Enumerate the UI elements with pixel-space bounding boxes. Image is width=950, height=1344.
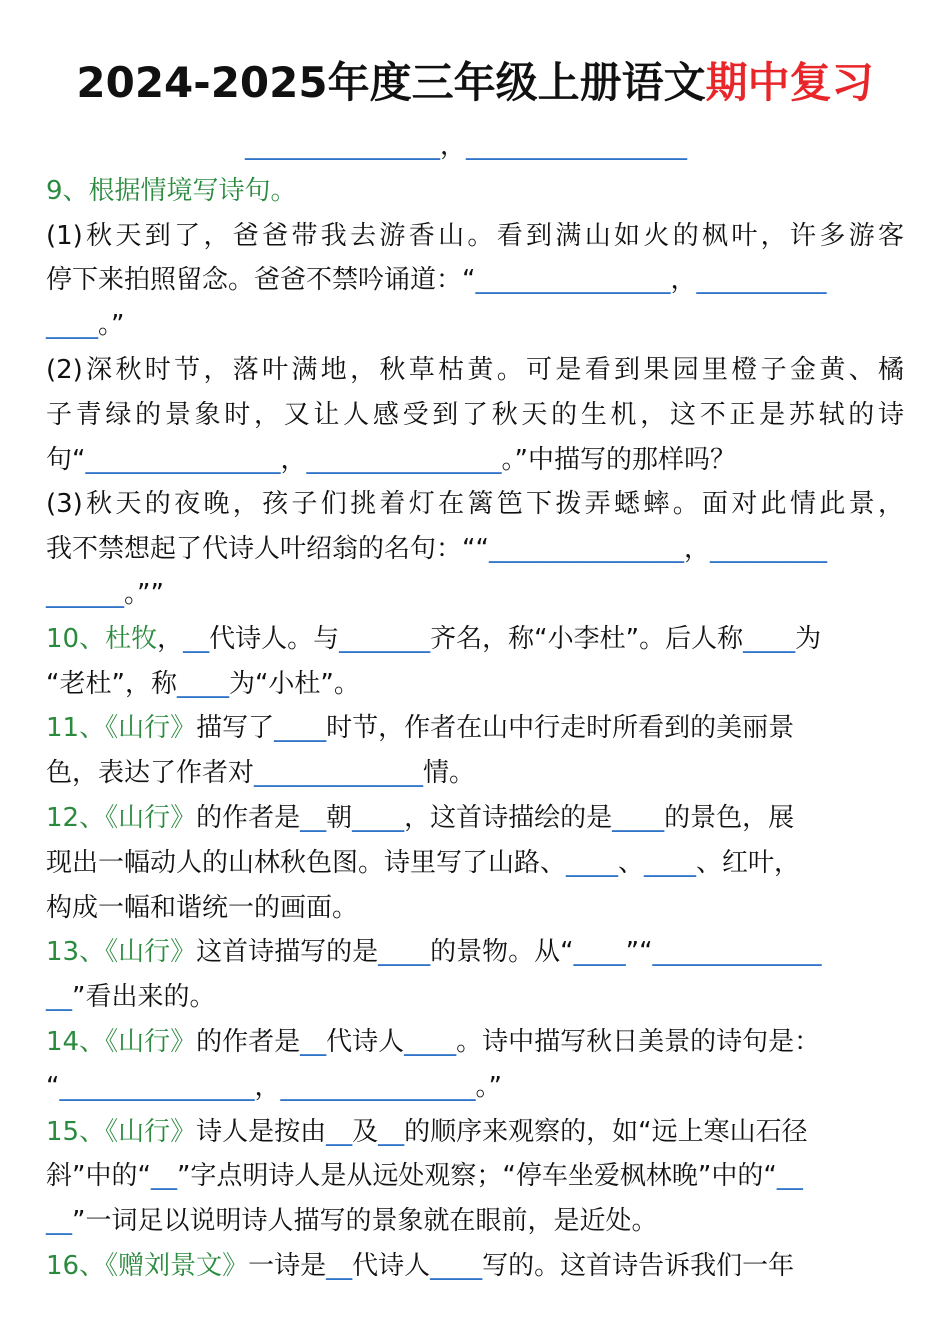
question-text: ”看出来的。 (72, 982, 216, 1013)
answer-blank[interactable]: __ (300, 802, 327, 833)
answer-blank[interactable]: ____ (378, 937, 431, 968)
question-label: 11、《山行》 (46, 713, 197, 744)
question-text: 的作者是 (196, 802, 301, 833)
text-line (46, 348, 904, 393)
question-text: 斜”中的“ (46, 1161, 151, 1192)
text-line (46, 1020, 904, 1065)
title-highlight: 期中复习 (705, 58, 874, 107)
question-text: 子青绿的景象时，又让人感受到了秋天的生机，这不正是苏轼的诗 (46, 399, 904, 430)
answer-blank[interactable]: ____ (743, 623, 796, 654)
question-text: 情。 (423, 758, 476, 789)
question-text: 代诗人 (352, 1250, 431, 1281)
question-text: 诗人是按由 (196, 1116, 327, 1147)
answer-blank[interactable]: _______________ (306, 444, 502, 475)
answer-blank[interactable]: ____ (573, 937, 626, 968)
text-line (46, 662, 904, 707)
text-line (46, 258, 904, 303)
question-text: ， (683, 534, 710, 565)
answer-blank[interactable]: __________ (696, 265, 827, 296)
answer-blank[interactable]: _______________ (59, 1071, 255, 1102)
question-text: 时节，作者在山中行走时所看到的美丽景 (326, 713, 795, 744)
text-line (46, 124, 904, 169)
question-label: 15、《山行》 (46, 1116, 197, 1147)
question-text: 的作者是 (196, 1026, 301, 1057)
question-text: (1)秋天到了，爸爸带我去游香山。看到满山如火的枫叶，许多游客 (46, 220, 904, 251)
title-main: 2024-2025年度三年级上册语文 (76, 58, 706, 107)
question-text: (3)秋天的夜晚，孩子们挑着灯在篱笆下拨弄蟋蟀。面对此情此景， (46, 489, 904, 520)
answer-blank[interactable]: __ (183, 623, 210, 654)
text-line (46, 393, 904, 438)
question-text: 朝 (326, 802, 353, 833)
answer-blank[interactable]: ____ (274, 713, 327, 744)
question-text: 的顺序来观察的，如“远上寒山石径 (404, 1116, 808, 1147)
text-line (46, 706, 904, 751)
question-label: 10、杜牧 (46, 623, 158, 654)
question-text: 的景物。从“ (430, 937, 574, 968)
question-text: 描写了 (196, 713, 275, 744)
question-text: 为 (795, 623, 822, 654)
text-line (46, 796, 904, 841)
answer-blank[interactable]: _______________ (475, 265, 671, 296)
answer-blank[interactable]: ____ (404, 1026, 457, 1057)
question-text: ”字点明诗人是从远处观察；“停车坐爱枫林晚”中的“ (176, 1161, 777, 1192)
question-text: ， (670, 265, 697, 296)
answer-blank[interactable]: _________ (709, 534, 827, 565)
answer-blank[interactable]: ____ (566, 847, 619, 878)
text-line (46, 1154, 904, 1199)
answer-blank[interactable]: __ (150, 1161, 177, 1192)
answer-blank[interactable]: __ (776, 1161, 803, 1192)
question-text: 停下来拍照留念。爸爸不禁吟诵道：“ (46, 265, 476, 296)
question-text: ，这首诗描绘的是 (404, 802, 613, 833)
question-text: 。”” (124, 578, 164, 609)
text-line (46, 214, 904, 259)
answer-blank[interactable]: _______________ (488, 534, 684, 565)
question-text: 代诗人 (326, 1026, 405, 1057)
question-text: ， (280, 444, 307, 475)
question-text: 的景色，展 (664, 802, 795, 833)
question-text: 齐名，称“小李杜”。后人称 (430, 623, 744, 654)
question-text: (2)深秋时节，落叶满地，秋草枯黄。可是看到果园里橙子金黄、橘 (46, 354, 904, 385)
question-text: 为“小杜”。 (228, 668, 360, 699)
text-line (46, 751, 904, 796)
text-line (46, 527, 904, 572)
answer-blank[interactable]: ____ (176, 668, 229, 699)
answer-blank[interactable]: _______________ (280, 1071, 476, 1102)
text-line (46, 1244, 904, 1289)
question-text: 、 (618, 847, 645, 878)
answer-blank[interactable]: __ (46, 1206, 72, 1237)
question-text: ， (254, 1071, 281, 1102)
question-label: 16、《赠刘景文》 (46, 1250, 249, 1281)
answer-blank[interactable]: _______________ (245, 131, 440, 161)
question-text: ， (157, 623, 184, 654)
question-label: 13、《山行》 (46, 937, 197, 968)
question-text: 。” (98, 310, 125, 341)
question-text: ， (440, 131, 467, 161)
question-text: 。” (475, 1071, 502, 1102)
answer-blank[interactable]: __ (326, 1116, 353, 1147)
text-line (46, 886, 904, 931)
text-line (46, 572, 904, 617)
text-line (46, 841, 904, 886)
answer-blank[interactable]: ____ (46, 310, 98, 341)
question-label: 14、《山行》 (46, 1026, 197, 1057)
text-line (46, 1110, 904, 1155)
answer-blank[interactable]: __ (326, 1250, 353, 1281)
text-line (46, 617, 904, 662)
answer-blank[interactable]: __ (46, 982, 72, 1013)
question-text: 一诗是 (248, 1250, 327, 1281)
answer-blank[interactable]: __ (300, 1026, 327, 1057)
page-title (0, 50, 950, 110)
answer-blank[interactable]: _______ (339, 623, 431, 654)
answer-blank[interactable]: __ (378, 1116, 405, 1147)
question-text: 写的。这首诗告诉我们一年 (482, 1250, 795, 1281)
text-line (46, 1199, 904, 1244)
answer-blank[interactable]: ____ (612, 802, 665, 833)
answer-blank[interactable]: _______________ (85, 444, 281, 475)
answer-blank[interactable]: _____________ (254, 758, 424, 789)
answer-blank[interactable]: ____ (352, 802, 405, 833)
question-text: 、红叶， (696, 847, 801, 878)
question-text: 我不禁想起了代诗人叶绍翁的名句：““ (46, 534, 489, 565)
question-text: 。”中描写的那样吗？ (501, 444, 736, 475)
question-label: 9、根据情境写诗句。 (46, 175, 297, 206)
answer-blank[interactable]: ______ (46, 578, 124, 609)
text-line (46, 303, 904, 348)
text-line (46, 438, 904, 483)
question-text: 这首诗描写的是 (196, 937, 379, 968)
question-text: ”“ (625, 937, 653, 968)
question-text: “ (46, 1071, 60, 1102)
answer-blank[interactable]: ____ (644, 847, 697, 878)
question-text: 色，表达了作者对 (46, 758, 255, 789)
answer-blank[interactable]: _________________ (466, 131, 688, 161)
answer-blank[interactable]: ____ (430, 1250, 483, 1281)
question-text: 现出一幅动人的山林秋色图。诗里写了山路、 (46, 847, 567, 878)
question-text: “老杜”，称 (46, 668, 177, 699)
question-text: 及 (352, 1116, 379, 1147)
text-line (46, 169, 904, 214)
answer-blank[interactable]: _____________ (652, 937, 822, 968)
question-text: 代诗人。与 (209, 623, 340, 654)
worksheet-body (46, 124, 904, 1289)
text-line (46, 482, 904, 527)
question-text: ”一词足以说明诗人描写的景象就在眼前，是近处。 (72, 1206, 658, 1237)
text-line (46, 1065, 904, 1110)
question-text: 。诗中描写秋日美景的诗句是： (456, 1026, 821, 1057)
question-text: 构成一幅和谐统一的画面。 (46, 892, 359, 923)
text-line (46, 975, 904, 1020)
text-line (46, 930, 904, 975)
question-text: 句“ (46, 444, 86, 475)
question-label: 12、《山行》 (46, 802, 197, 833)
